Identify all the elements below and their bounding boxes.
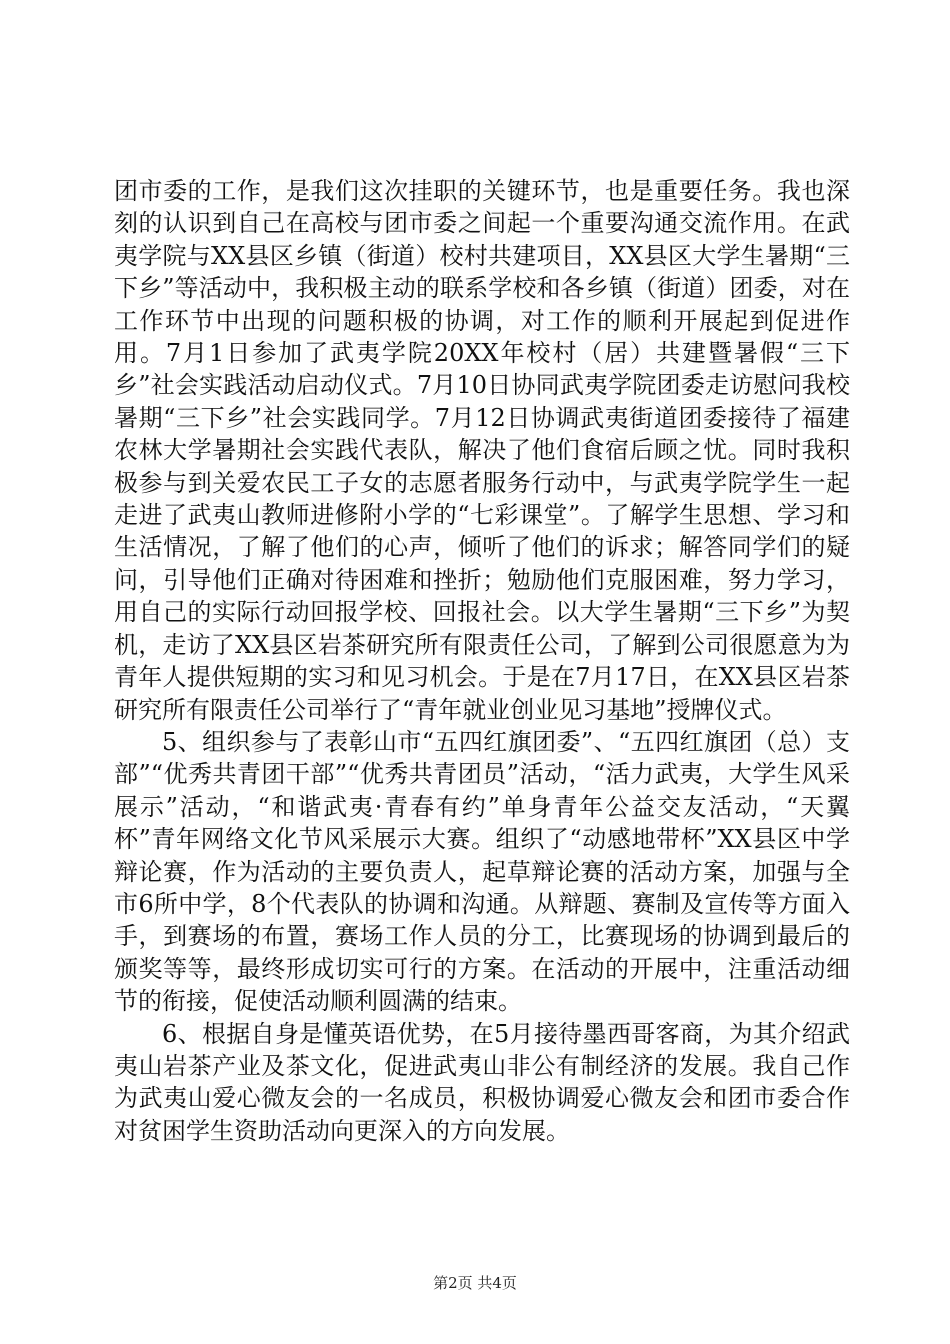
document-body (114, 175, 850, 1147)
paragraph-2: 5、组织参与了表彰山市“五四红旗团委”、“五四红旗团（总）支部”“优秀共青团干部”“优秀共青团员”活动，“活力武夷，大学生风采展示”活动，“和谐武夷·青春有约”单身青年公益交友活动，“天翼杯”青年网络文化节风采展示大赛。组织了“动感地带杯”XX县区中学辩论赛，作为活动的主要负责人，起草辩论赛的活动方案，加强与全市6所中学，8个代表队的协调和沟通。从辩题、赛制及宣传等方面入手，到赛场的布置，赛场工作人员的分工，比赛现场的协调到最后的颁奖等等，最终形成切实可行的方案。在活动的开展中，注重活动细节的衔接，促使活动顺利圆满的结束。 (114, 727, 850, 1016)
paragraph-1: 团市委的工作，是我们这次挂职的关键环节，也是重要任务。我也深刻的认识到自己在高校与团市委之间起一个重要沟通交流作用。在武夷学院与XX县区乡镇（街道）校村共建项目，XX县区大学生暑期“三下乡”等活动中，我积极主动的联系学校和各乡镇（街道）团委，对在工作环节中出现的问题积极的协调，对工作的顺利开展起到促进作用。7月1日参加了武夷学院20XX年校村（居）共建暨暑假“三下乡”社会实践活动启动仪式。7月10日协同武夷学院团委走访慰问我校暑期“三下乡”社会实践同学。7月12日协调武夷街道团委接待了福建农林大学暑期社会实践代表队，解决了他们食宿后顾之忧。同时我积极参与到关爱农民工子女的志愿者服务行动中，与武夷学院学生一起走进了武夷山教师进修附小学的“七彩课堂”。了解学生思想、学习和生活情况，了解了他们的心声，倾听了他们的诉求；解答同学们的疑问，引导他们正确对待困难和挫折；勉励他们克服困难，努力学习，用自己的实际行动回报学校、回报社会。以大学生暑期“三下乡”为契机，走访了XX县区岩茶研究所有限责任公司，了解到公司很愿意为为青年人提供短期的实习和见习机会。于是在7月17日，在XX县区岩茶研究所有限责任公司举行了“青年就业创业见习基地”授牌仪式。 (114, 177, 850, 724)
page-number-footer: 第2页 共4页 (433, 1274, 517, 1292)
paragraph-3: 6、根据自身是懂英语优势，在5月接待墨西哥客商，为其介绍武夷山岩茶产业及茶文化，促进武夷山非公有制经济的发展。我自己作为武夷山爱心微友会的一名成员，积极协调爱心微友会和团市委合作对贫困学生资助活动向更深入的方向发展。 (114, 1019, 850, 1145)
